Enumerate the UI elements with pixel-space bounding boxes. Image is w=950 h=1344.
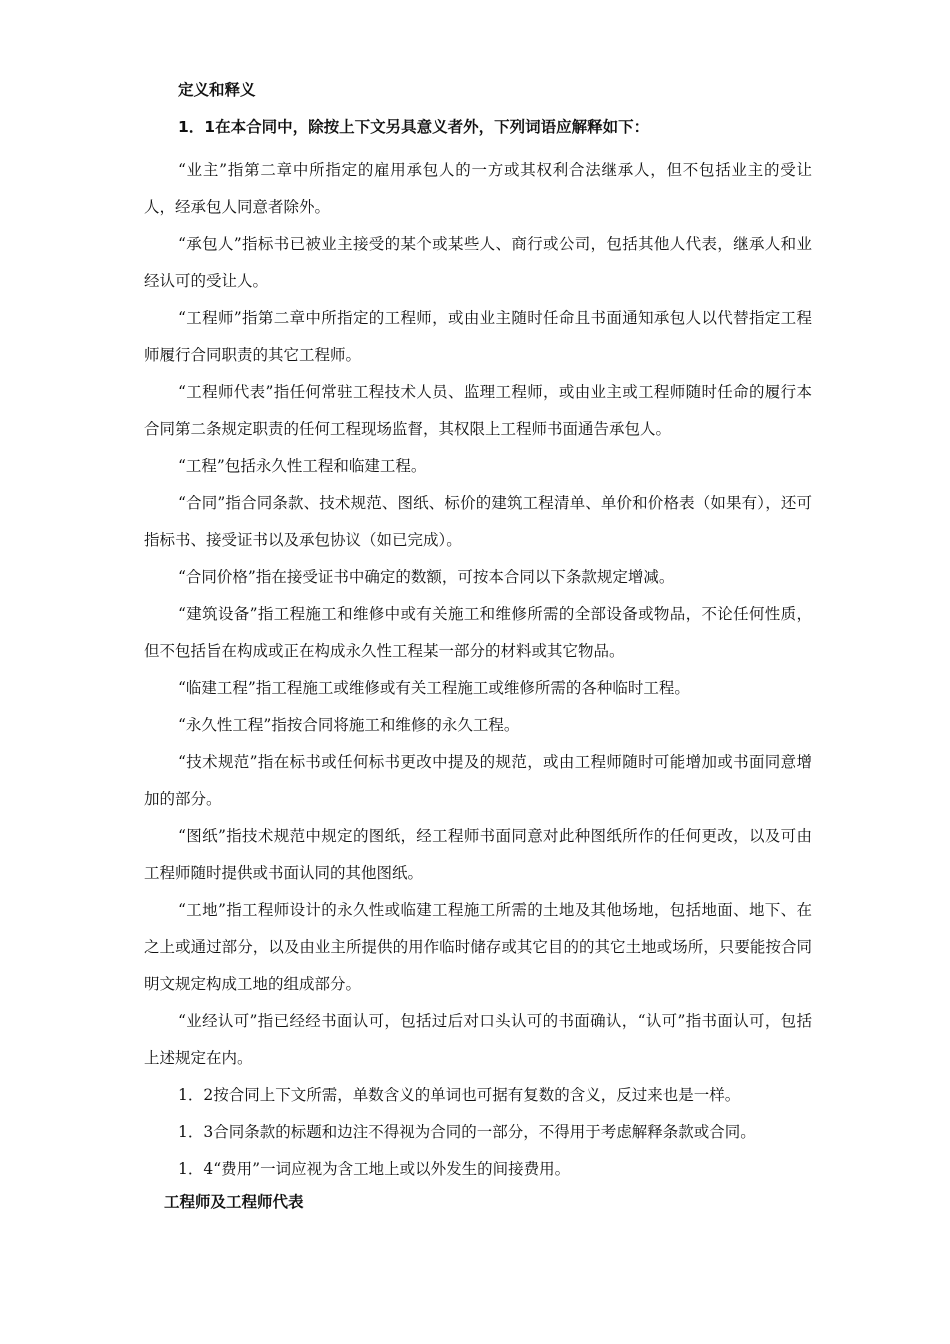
clause-1-4: 1．4“费用”一词应视为含工地上或以外发生的间接费用。 — [178, 1160, 571, 1178]
definition-approved: “业经认可”指已经经书面认可，包括过后对口头认可的书面确认，“认可”指书面认可，包括上述规定在内。 — [144, 1012, 812, 1067]
section-heading-engineer: 工程师及工程师代表 — [164, 1193, 304, 1211]
definition-engineer: “工程师”指第二章中所指定的工程师，或由业主随时任命且书面通知承包人以代替指定工程师履行合同职责的其它工程师。 — [144, 309, 812, 364]
definition-contract: “合同”指合同条款、技术规范、图纸、标价的建筑工程清单、单价和价格表（如果有），还可指标书、接受证书以及承包协议（如已完成）。 — [144, 494, 812, 549]
definition-specification: “技术规范”指在标书或任何标书更改中提及的规范，或由工程师随时可能增加或书面同意增加的部分。 — [144, 753, 812, 808]
definition-permanent-works: “永久性工程”指按合同将施工和维修的永久工程。 — [178, 716, 520, 734]
clause-1-2: 1．2按合同上下文所需，单数含义的单词也可据有复数的含义，反过来也是一样。 — [178, 1086, 741, 1104]
definition-drawings: “图纸”指技术规范中规定的图纸，经工程师书面同意对此种图纸所作的任何更改，以及可由工程师随时提供或书面认同的其他图纸。 — [144, 827, 812, 882]
clause-1-1-intro: 1．1在本合同中，除按上下文另具意义者外，下列词语应解释如下： — [178, 118, 650, 136]
clause-1-3: 1．3合同条款的标题和边注不得视为合同的一部分，不得用于考虑解释条款或合同。 — [178, 1123, 756, 1141]
definition-engineer-representative: “工程师代表”指任何常驻工程技术人员、监理工程师，或由业主或工程师随时任命的履行本合同第二条规定职责的任何工程现场监督，其权限上工程师书面通告承包人。 — [144, 383, 812, 438]
definition-contract-price: “合同价格”指在接受证书中确定的数额，可按本合同以下条款规定增减。 — [178, 568, 675, 586]
definition-works: “工程”包括永久性工程和临建工程。 — [178, 457, 427, 475]
definition-owner: “业主”指第二章中所指定的雇用承包人的一方或其权利合法继承人，但不包括业主的受让人，经承包人同意者除外。 — [144, 161, 812, 216]
definition-contractor: “承包人”指标书已被业主接受的某个或某些人、商行或公司，包括其他人代表，继承人和业经认可的受让人。 — [144, 235, 812, 290]
definition-site: “工地”指工程师设计的永久性或临建工程施工所需的土地及其他场地，包括地面、地下、在之上或通过部分，以及由业主所提供的用作临时储存或其它目的的其它土地或场所，只要能按合同明文规定构成工地的组成部分。 — [144, 901, 812, 993]
document-body — [144, 78, 812, 1227]
section-heading-definitions: 定义和释义 — [178, 81, 256, 99]
definition-construction-equipment: “建筑设备”指工程施工和维修中或有关施工和维修所需的全部设备或物品，不论任何性质，但不包括旨在构成或正在构成永久性工程某一部分的材料或其它物品。 — [144, 605, 812, 660]
definition-temporary-works: “临建工程”指工程施工或维修或有关工程施工或维修所需的各种临时工程。 — [178, 679, 690, 697]
